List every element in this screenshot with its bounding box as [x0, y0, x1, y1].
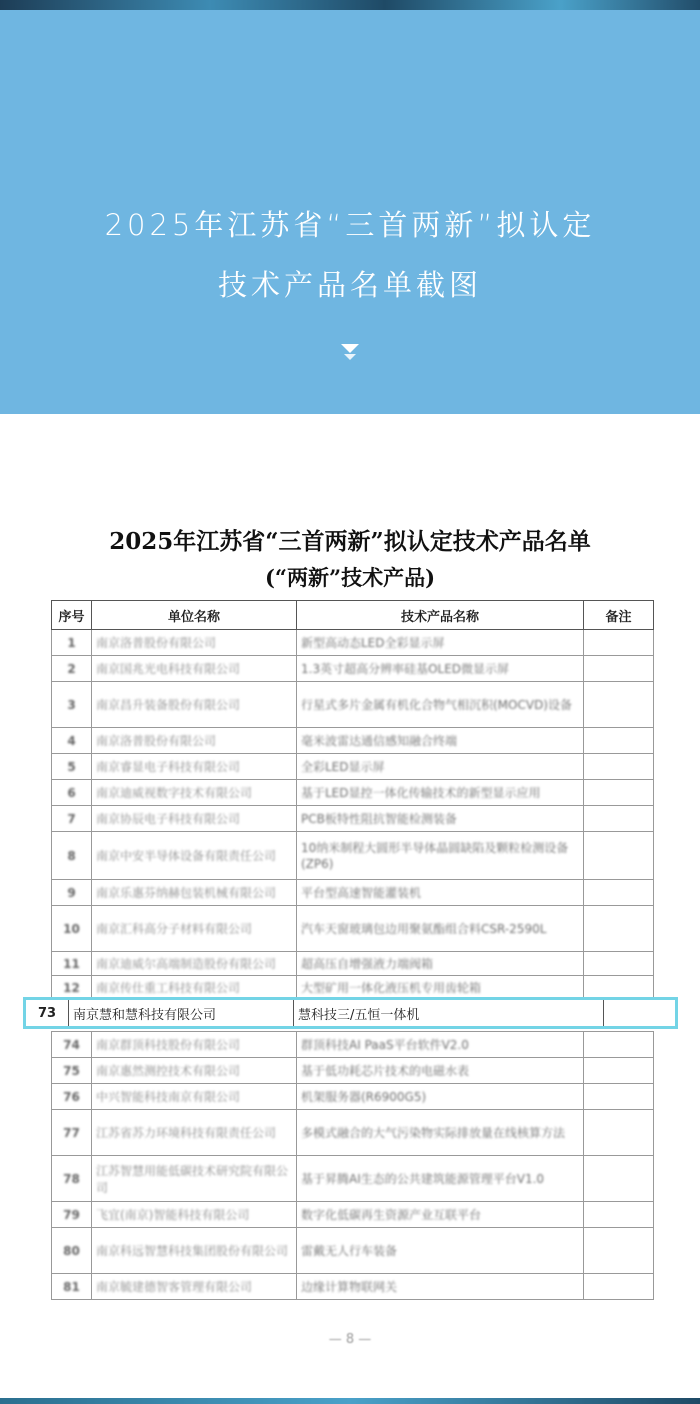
row-company: 中兴智能科技南京有限公司 — [92, 1084, 297, 1110]
highlighted-row-73 — [23, 997, 678, 1029]
table-header-row — [52, 601, 654, 630]
row-no: 77 — [52, 1110, 92, 1156]
row-product: 边缘计算物联网关 — [297, 1274, 584, 1300]
table-row — [52, 630, 654, 656]
table-row — [52, 1110, 654, 1156]
table-row — [52, 952, 654, 976]
highlighted-row-content — [26, 1000, 675, 1026]
row-company: 南京洛普股份有限公司 — [92, 728, 297, 754]
row-product: 10纳米制程大圆形半导体晶圆缺陷及颗粒检测设备(ZP6) — [297, 832, 584, 880]
table-row — [52, 1084, 654, 1110]
table-row — [52, 806, 654, 832]
row-company: 南京毓建德智客管理有限公司 — [92, 1274, 297, 1300]
row-company: 南京洛普股份有限公司 — [92, 630, 297, 656]
highlighted-row-product: 慧科技三/五恒一体机 — [294, 1000, 604, 1026]
row-product: 全彩LED显示屏 — [297, 754, 584, 780]
row-product: 基于低功耗芯片技术的电磁水表 — [297, 1058, 584, 1084]
row-note — [584, 880, 654, 906]
row-product: 毫米波雷达通信感知融合终端 — [297, 728, 584, 754]
row-note — [584, 906, 654, 952]
row-no: 12 — [52, 976, 92, 1000]
row-product: 1.3英寸超高分辨率硅基OLED微显示屏 — [297, 656, 584, 682]
table-row — [52, 1032, 654, 1058]
row-no: 7 — [52, 806, 92, 832]
row-product: 群顶科技AI PaaS平台软件V2.0 — [297, 1032, 584, 1058]
table-row — [52, 906, 654, 952]
row-no: 74 — [52, 1032, 92, 1058]
row-product: 机架服务器(R6900G5) — [297, 1084, 584, 1110]
double-chevron-down-icon — [340, 342, 360, 362]
row-no: 11 — [52, 952, 92, 976]
page-number: — 8 — — [328, 1332, 372, 1347]
table-row — [52, 1274, 654, 1300]
row-company: 南京传仕重工科技有限公司 — [92, 976, 297, 1000]
hero-top-strip — [0, 0, 700, 10]
row-note — [584, 1274, 654, 1300]
row-no: 75 — [52, 1058, 92, 1084]
row-no: 3 — [52, 682, 92, 728]
hero-title-line2: 技术产品名单截图 — [217, 268, 482, 302]
row-product: 雷戴无人行车装备 — [297, 1228, 584, 1274]
row-product: PCB板特性阻抗智能检测装备 — [297, 806, 584, 832]
table-row — [52, 976, 654, 1000]
row-company: 南京协辰电子科技有限公司 — [92, 806, 297, 832]
row-company: 南京中安半导体设备有限责任公司 — [92, 832, 297, 880]
row-product: 行星式多片金属有机化合物气相沉积(MOCVD)设备 — [297, 682, 584, 728]
row-product: 平台型高速智能灌装机 — [297, 880, 584, 906]
row-company: 南京迪威尔高端制造股份有限公司 — [92, 952, 297, 976]
table-row — [52, 754, 654, 780]
highlighted-row-no: 73 — [26, 1000, 69, 1026]
row-note — [584, 728, 654, 754]
row-note — [584, 1202, 654, 1228]
row-company: 南京迪威视数字技术有限公司 — [92, 780, 297, 806]
row-product: 数字化低碳再生资源产业互联平台 — [297, 1202, 584, 1228]
row-no: 6 — [52, 780, 92, 806]
row-company: 南京群顶科技股份有限公司 — [92, 1032, 297, 1058]
row-note — [584, 656, 654, 682]
row-note — [584, 682, 654, 728]
row-product: 新型高动态LED全彩显示屏 — [297, 630, 584, 656]
row-note — [584, 1058, 654, 1084]
row-no: 76 — [52, 1084, 92, 1110]
row-no: 4 — [52, 728, 92, 754]
row-company: 江苏智慧用能低碳技术研究院有限公司 — [92, 1156, 297, 1202]
row-company: 飞宜(南京)智能科技有限公司 — [92, 1202, 297, 1228]
row-no: 10 — [52, 906, 92, 952]
row-note — [584, 806, 654, 832]
table-row — [52, 682, 654, 728]
row-no: 8 — [52, 832, 92, 880]
row-company: 南京科远智慧科技集团股份有限公司 — [92, 1228, 297, 1274]
row-note — [584, 976, 654, 1000]
table-row — [52, 728, 654, 754]
document-subtitle: (“两新”技术产品) — [264, 565, 436, 590]
header-no: 序号 — [52, 601, 92, 630]
row-note — [584, 832, 654, 880]
row-no: 9 — [52, 880, 92, 906]
header-company: 单位名称 — [92, 601, 297, 630]
header-product: 技术产品名称 — [297, 601, 584, 630]
table-row — [52, 780, 654, 806]
table-row — [52, 1202, 654, 1228]
hero-title-line1: 2025年江苏省“三首两新”拟认定 — [104, 208, 596, 242]
row-note — [584, 1084, 654, 1110]
highlighted-row-note — [604, 1000, 675, 1026]
bottom-strip — [0, 1398, 700, 1404]
row-note — [584, 952, 654, 976]
row-product: 超高压自增强液力端阀箱 — [297, 952, 584, 976]
row-no: 78 — [52, 1156, 92, 1202]
row-product: 多模式融合的大气污染物实际排放量在线核算方法 — [297, 1110, 584, 1156]
row-note — [584, 1110, 654, 1156]
row-company: 南京惠然测控技术有限公司 — [92, 1058, 297, 1084]
row-company: 南京昌升装备股份有限公司 — [92, 682, 297, 728]
row-company: 南京睿显电子科技有限公司 — [92, 754, 297, 780]
row-product: 基于LED显控一体化传输技术的新型显示应用 — [297, 780, 584, 806]
product-table — [51, 600, 654, 1300]
row-no: 5 — [52, 754, 92, 780]
row-product: 汽车天窗玻璃包边用聚氨酯组合料CSR-2590L — [297, 906, 584, 952]
highlighted-row-company: 南京慧和慧科技有限公司 — [69, 1000, 294, 1026]
row-note — [584, 1156, 654, 1202]
row-product: 基于昇腾AI生态的公共建筑能源管理平台V1.0 — [297, 1156, 584, 1202]
row-company: 江苏省苏力环境科技有限责任公司 — [92, 1110, 297, 1156]
row-company: 南京国兆光电科技有限公司 — [92, 656, 297, 682]
table-row — [52, 880, 654, 906]
row-company: 南京汇科高分子材料有限公司 — [92, 906, 297, 952]
row-no: 2 — [52, 656, 92, 682]
row-no: 80 — [52, 1228, 92, 1274]
row-note — [584, 780, 654, 806]
hero-banner — [0, 0, 700, 414]
row-company: 南京乐惠芬纳赫包装机械有限公司 — [92, 880, 297, 906]
table-row — [52, 832, 654, 880]
table-row — [52, 1156, 654, 1202]
header-note: 备注 — [584, 601, 654, 630]
row-note — [584, 754, 654, 780]
row-no: 81 — [52, 1274, 92, 1300]
document-title: 2025年江苏省“三首两新”拟认定技术产品名单 — [109, 528, 591, 555]
table-row — [52, 1228, 654, 1274]
table-row — [52, 656, 654, 682]
row-note — [584, 1032, 654, 1058]
row-no: 79 — [52, 1202, 92, 1228]
row-no: 1 — [52, 630, 92, 656]
row-note — [584, 1228, 654, 1274]
row-note — [584, 630, 654, 656]
table-row — [52, 1058, 654, 1084]
row-product: 大型矿用一体化液压机专用齿轮箱 — [297, 976, 584, 1000]
